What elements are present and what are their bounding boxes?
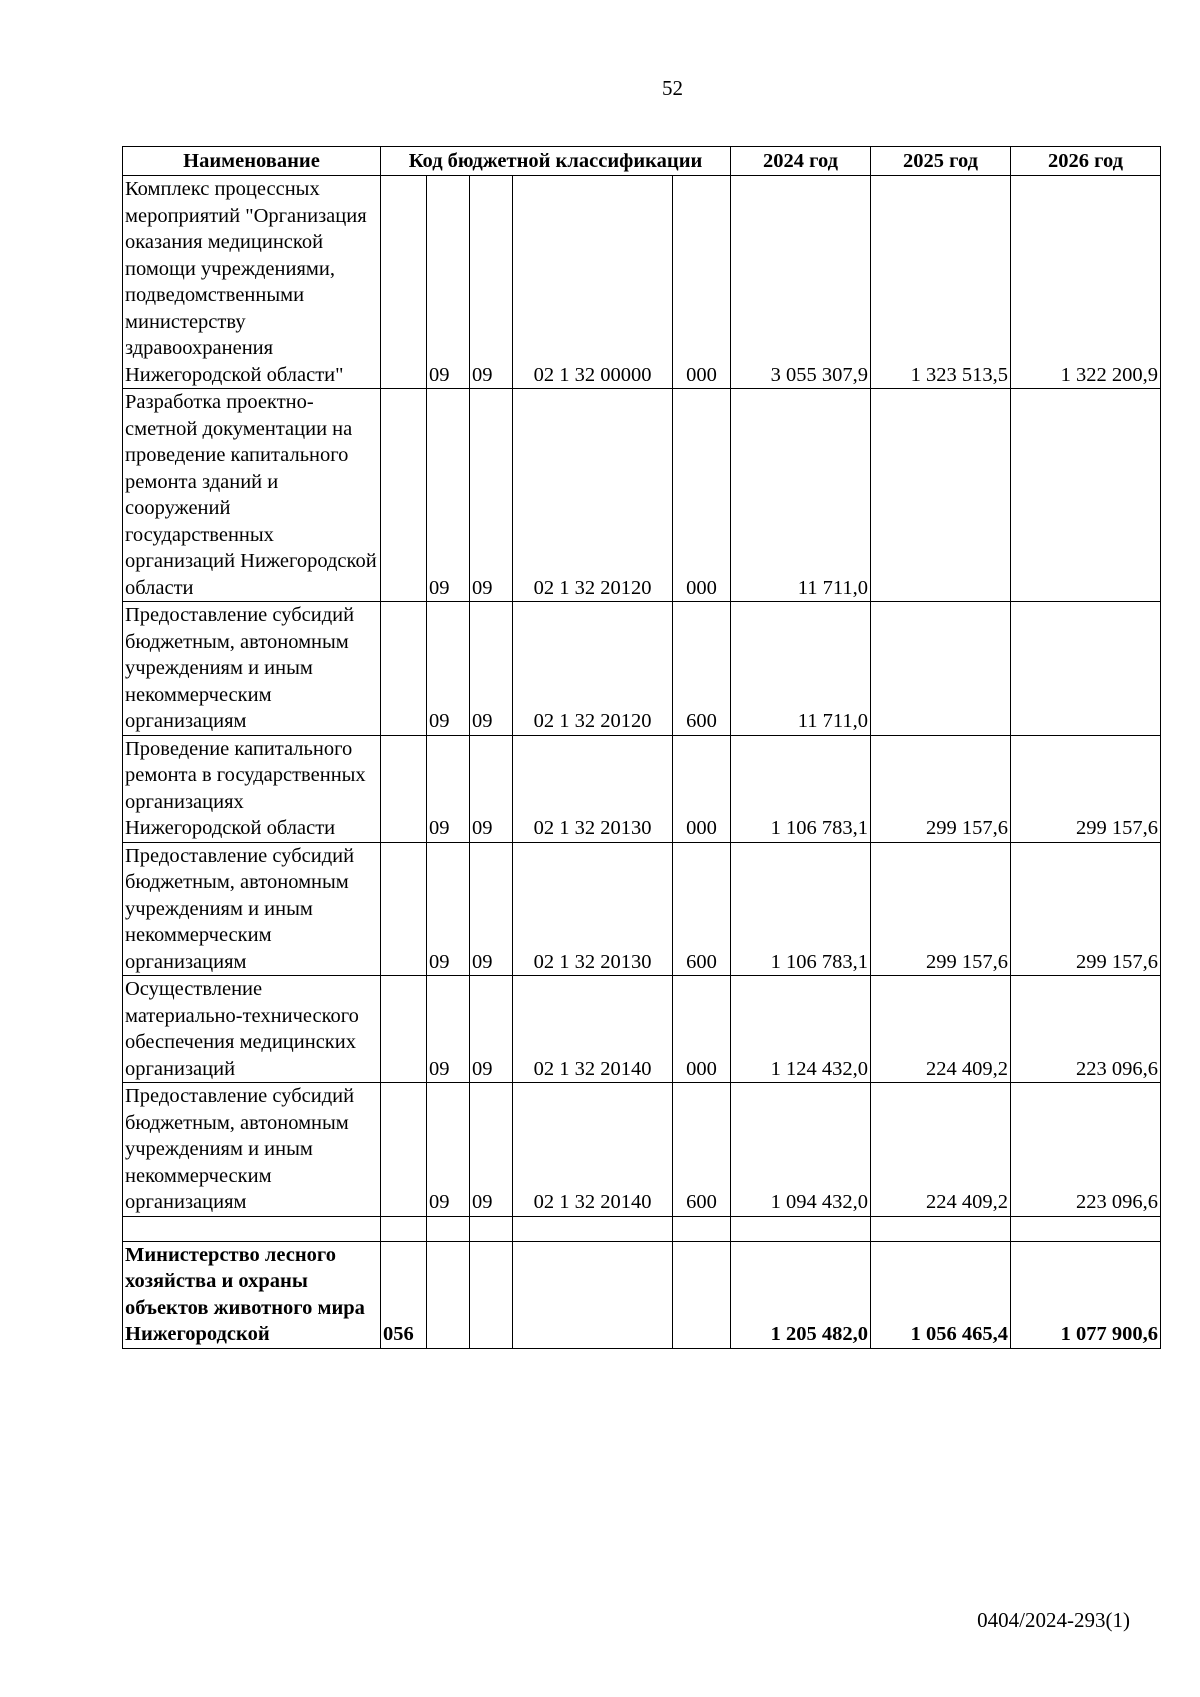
row-rz: 09 [427,389,470,602]
ministry-2024: 1 205 482,0 [731,1241,871,1348]
table-row [123,602,1161,736]
row-2024: 1 106 783,1 [731,735,871,842]
page-number: 52 [662,76,683,100]
row-name: Предоставление субсидий бюджетным, автономным учреждениям и иным некоммерческим организациям [123,602,381,736]
row-name: Проведение капитального ремонта в государственных организациях Нижегородской области [123,735,381,842]
header-2026: 2026 год [1011,147,1161,176]
ministry-csr [513,1241,673,1348]
row-2024: 1 106 783,1 [731,842,871,976]
row-rz: 09 [427,602,470,736]
row-pr: 09 [470,976,513,1083]
row-2024: 1 124 432,0 [731,976,871,1083]
ministry-name: Министерство лесного хозяйства и охраны объектов животного мира Нижегородской [123,1241,381,1348]
row-2025: 224 409,2 [871,976,1011,1083]
row-rz: 09 [427,842,470,976]
row-rz: 09 [427,735,470,842]
row-2025 [871,602,1011,736]
row-pr: 09 [470,842,513,976]
row-grbs [381,602,427,736]
row-vr: 000 [673,176,731,389]
row-2025: 224 409,2 [871,1083,1011,1217]
row-pr: 09 [470,602,513,736]
table-header-row [123,147,1161,176]
table-row [123,176,1161,389]
row-pr: 09 [470,176,513,389]
row-csr: 02 1 32 20120 [513,602,673,736]
ministry-2026: 1 077 900,6 [1011,1241,1161,1348]
row-vr: 600 [673,1083,731,1217]
row-name: Осуществление материально-технического обеспечения медицинских организаций [123,976,381,1083]
row-2026: 299 157,6 [1011,842,1161,976]
row-pr: 09 [470,735,513,842]
row-csr: 02 1 32 20130 [513,842,673,976]
table-row [123,735,1161,842]
row-2026 [1011,602,1161,736]
row-2025 [871,389,1011,602]
row-csr: 02 1 32 00000 [513,176,673,389]
row-csr: 02 1 32 20130 [513,735,673,842]
ministry-vr [673,1241,731,1348]
row-vr: 600 [673,602,731,736]
ministry-rz [427,1241,470,1348]
row-grbs [381,976,427,1083]
row-vr: 000 [673,735,731,842]
row-pr: 09 [470,1083,513,1217]
row-grbs [381,176,427,389]
row-2025: 299 157,6 [871,735,1011,842]
table-row [123,976,1161,1083]
row-2025: 299 157,6 [871,842,1011,976]
row-grbs [381,735,427,842]
row-2026: 223 096,6 [1011,976,1161,1083]
row-2026: 223 096,6 [1011,1083,1161,1217]
row-vr: 600 [673,842,731,976]
row-grbs [381,842,427,976]
row-2026: 299 157,6 [1011,735,1161,842]
row-rz: 09 [427,1083,470,1217]
row-name: Предоставление субсидий бюджетным, автономным учреждениям и иным некоммерческим организациям [123,1083,381,1217]
row-2024: 11 711,0 [731,389,871,602]
row-name: Комплекс процессных мероприятий "Организация оказания медицинской помощи учреждениями, подведомственными министерству здравоохранения Нижегородской области" [123,176,381,389]
row-pr: 09 [470,389,513,602]
empty-row [123,1216,1161,1241]
document-id: 0404/2024-293(1) [977,1608,1130,1632]
row-name: Разработка проектно-сметной документации на проведение капитального ремонта зданий и сооружений государственных организаций Нижегородской области [123,389,381,602]
row-name: Предоставление субсидий бюджетным, автономным учреждениям и иным некоммерческим организациям [123,842,381,976]
row-2024: 11 711,0 [731,602,871,736]
row-grbs [381,1083,427,1217]
row-csr: 02 1 32 20140 [513,976,673,1083]
row-grbs [381,389,427,602]
row-2024: 1 094 432,0 [731,1083,871,1217]
row-csr: 02 1 32 20120 [513,389,673,602]
row-vr: 000 [673,976,731,1083]
header-2024: 2024 год [731,147,871,176]
row-rz: 09 [427,176,470,389]
table-row [123,1083,1161,1217]
row-2026 [1011,389,1161,602]
ministry-pr [470,1241,513,1348]
row-2025: 1 323 513,5 [871,176,1011,389]
ministry-row [123,1241,1161,1348]
ministry-grbs: 056 [381,1241,427,1348]
header-code: Код бюджетной классификации [381,147,731,176]
ministry-2025: 1 056 465,4 [871,1241,1011,1348]
table-row [123,389,1161,602]
row-2024: 3 055 307,9 [731,176,871,389]
row-csr: 02 1 32 20140 [513,1083,673,1217]
row-vr: 000 [673,389,731,602]
table-row [123,842,1161,976]
row-2026: 1 322 200,9 [1011,176,1161,389]
header-2025: 2025 год [871,147,1011,176]
budget-table [122,146,1161,1349]
header-name: Наименование [123,147,381,176]
row-rz: 09 [427,976,470,1083]
